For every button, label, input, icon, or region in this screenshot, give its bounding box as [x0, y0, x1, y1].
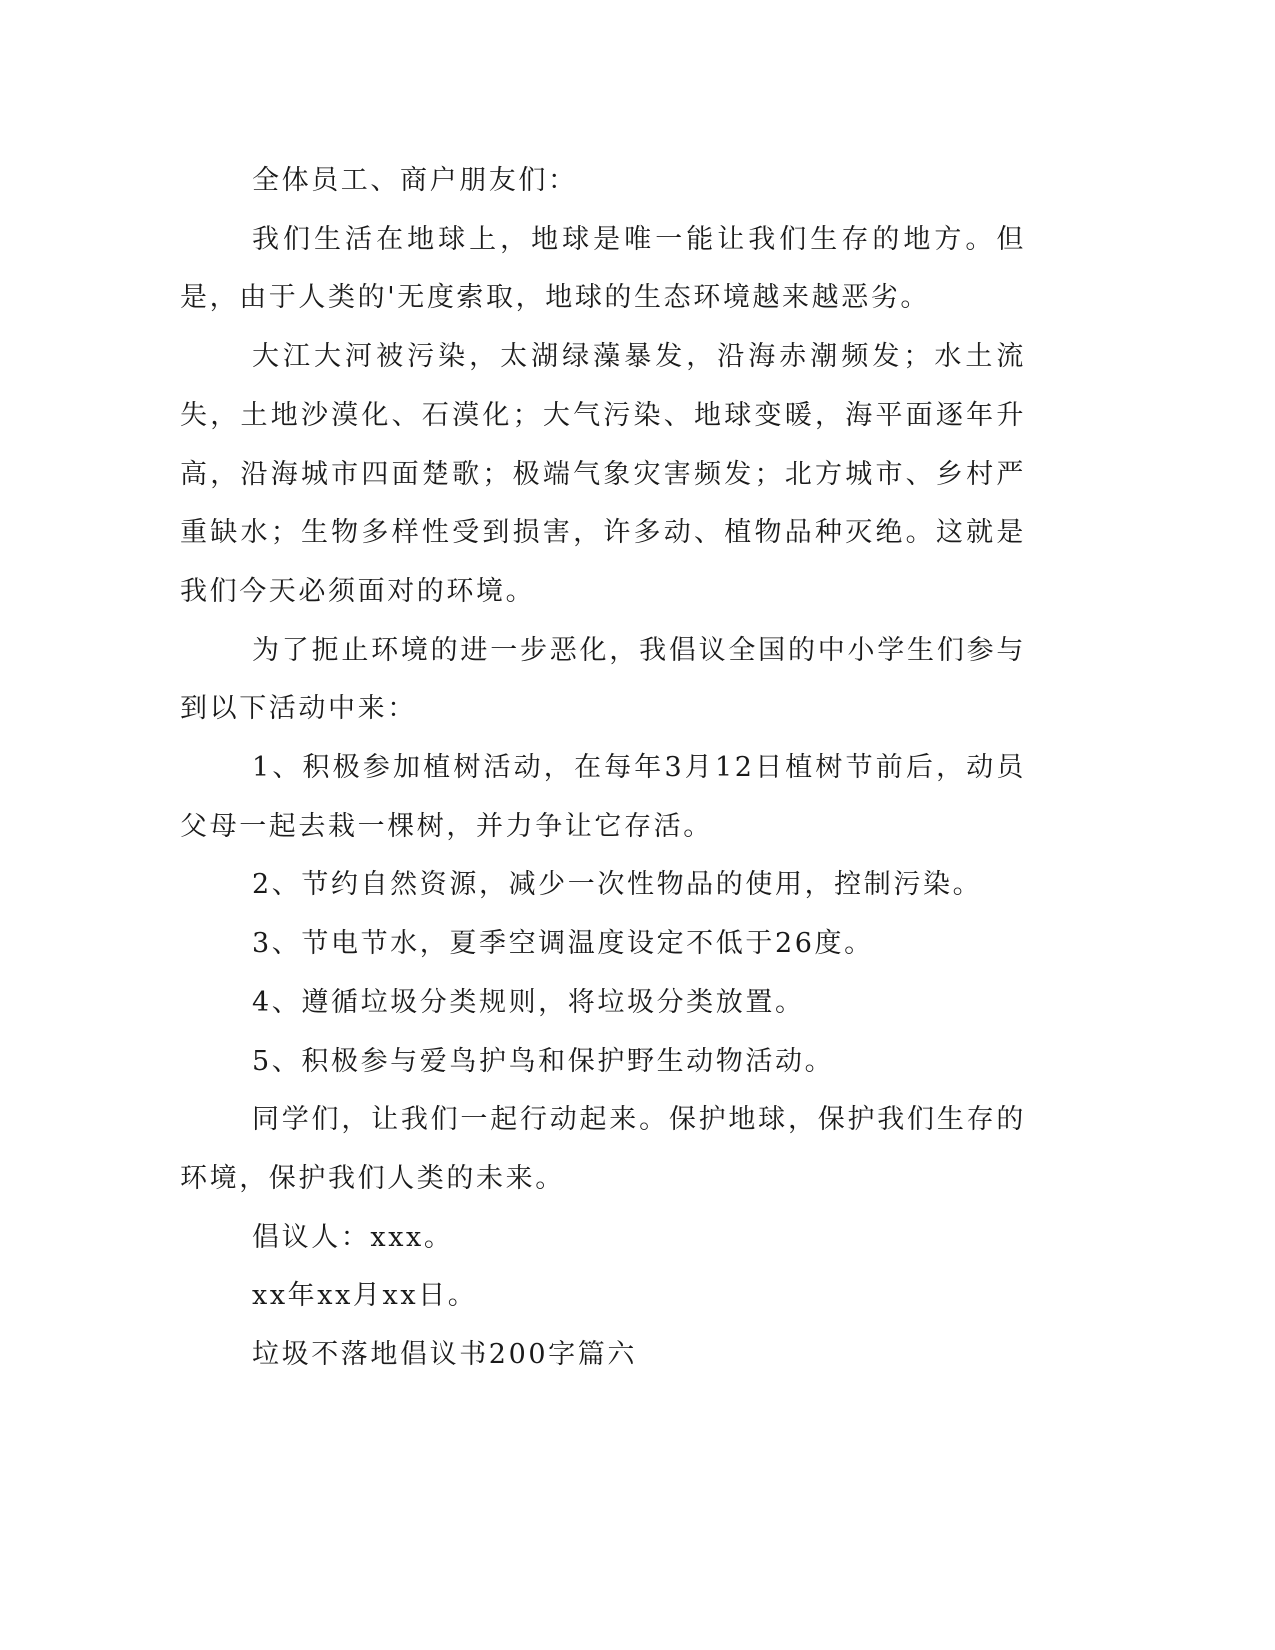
- document-body: [180, 152, 1026, 1385]
- list-item-4: 4、遵循垃圾分类规则，将垃圾分类放置。: [252, 986, 805, 1018]
- date-line: xx年xx月xx日。: [252, 1280, 478, 1312]
- paragraph-initiative: 为了扼止环境的进一步恶化，我倡议全国的中小学生们参与到以下活动中来：: [180, 634, 1026, 725]
- list-item-5: 5、积极参与爱鸟护鸟和保护野生动物活动。: [252, 1045, 835, 1077]
- salutation: 全体员工、商户朋友们：: [252, 165, 578, 196]
- initiator-line: 倡议人：xxx。: [252, 1221, 454, 1253]
- paragraph-call-to-action: 同学们，让我们一起行动起来。保护地球，保护我们生存的环境，保护我们人类的未来。: [180, 1104, 1026, 1194]
- paragraph-pollution: 大江大河被污染，太湖绿藻暴发，沿海赤潮频发；水土流失，土地沙漠化、石漠化；大气污染、地球变暖，海平面逐年升高，沿海城市四面楚歌；极端气象灾害频发；北方城市、乡村严重缺水；生物多样性受到损害，许多动、植物品种灭绝。这就是我们今天必须面对的环境。: [180, 341, 1026, 607]
- list-item-1: 1、积极参加植树活动，在每年3月12日植树节前后，动员父母一起去栽一棵树，并力争让它存活。: [180, 752, 1026, 842]
- list-item-3: 3、节电节水，夏季空调温度设定不低于26度。: [252, 928, 874, 960]
- next-section-title: 垃圾不落地倡议书200字篇六: [252, 1339, 637, 1371]
- paragraph-earth: 我们生活在地球上，地球是唯一能让我们生存的地方。但是，由于人类的'无度索取，地球的生态环境越来越恶劣。: [180, 223, 1026, 314]
- list-item-2: 2、节约自然资源，减少一次性物品的使用，控制污染。: [252, 869, 983, 901]
